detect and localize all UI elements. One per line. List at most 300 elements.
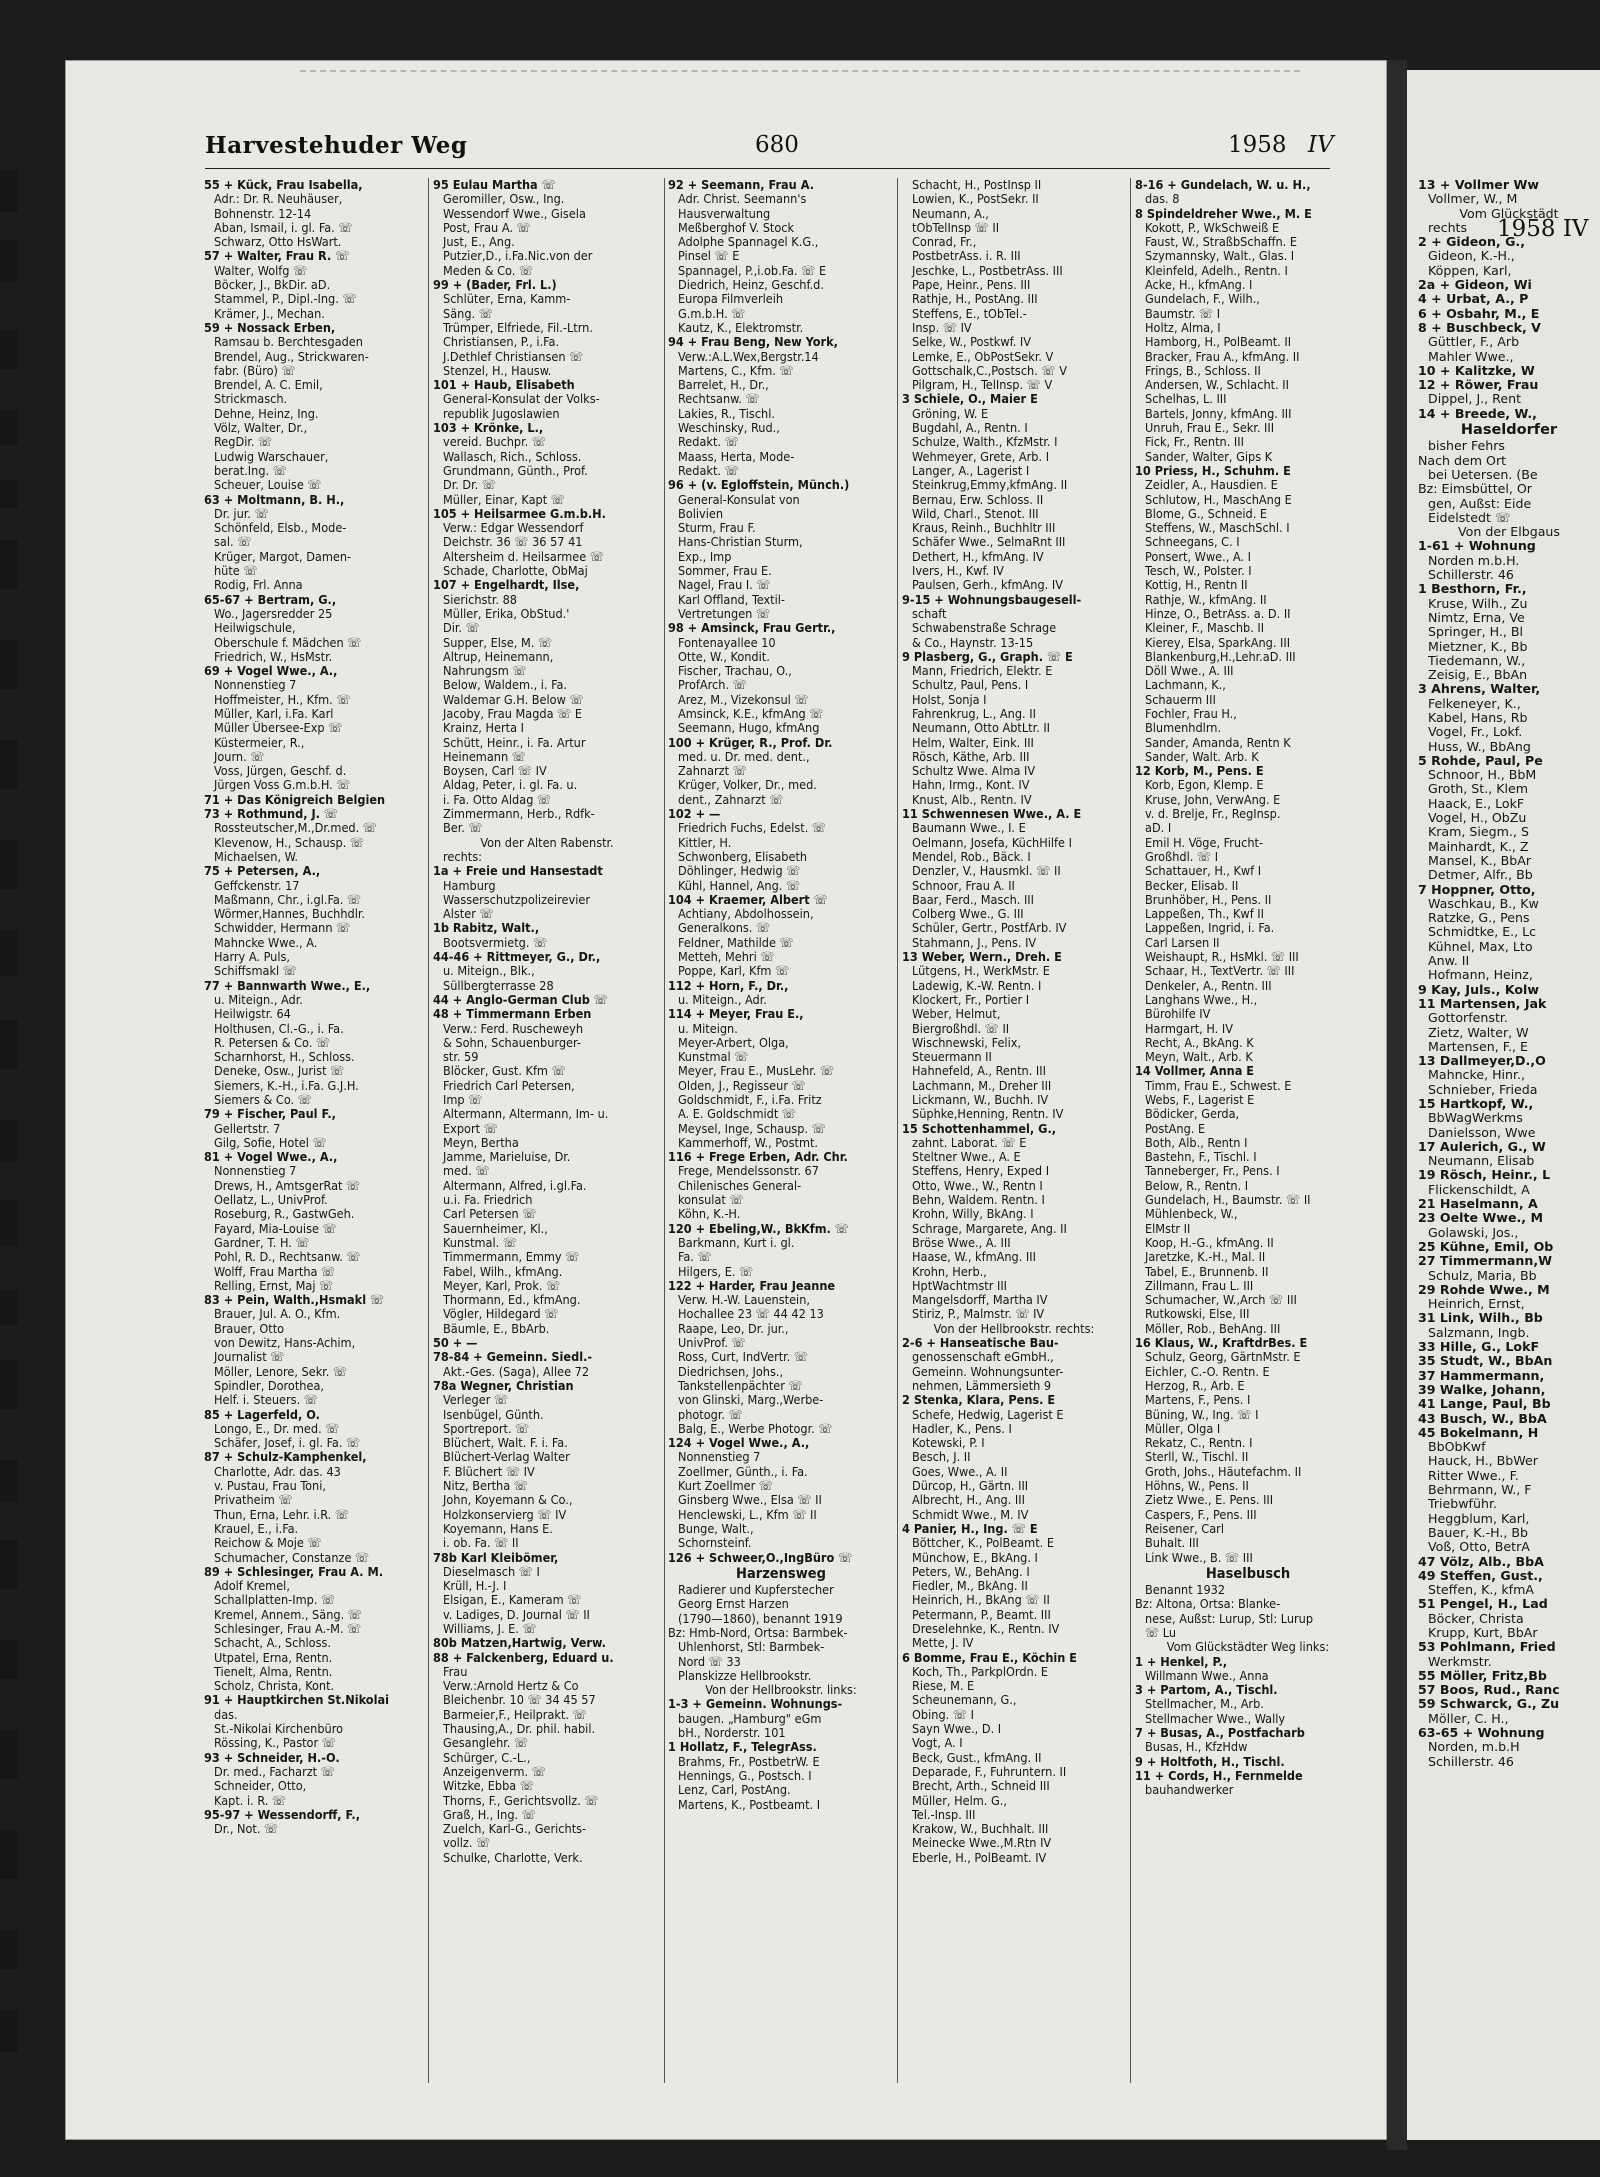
street-section-heading: Harzensweg	[736, 1566, 826, 1582]
entry-line: Stiriz, P., Malmstr. ☏ IV	[912, 1307, 1045, 1322]
entry-line: Kühl, Hannel, Ang. ☏	[678, 878, 801, 893]
entry-line: Colberg Wwe., G. III	[912, 907, 1024, 922]
entry-line: Thorns, F., Gerichtsvollz. ☏	[443, 1793, 599, 1808]
entry-line: F. Blüchert ☏ IV	[443, 1464, 535, 1479]
entry-line: nese, Außst: Lurup, Stl: Lurup	[1145, 1611, 1314, 1626]
entry-line: Frege, Mendelssonstr. 67	[678, 1164, 819, 1179]
entry-line: Steuermann II	[912, 1050, 992, 1065]
entry-line: Hochallee 23 ☏ 44 42 13	[678, 1307, 824, 1322]
entry-line: Schäfer, Josef, i. gl. Fa. ☏	[214, 1436, 361, 1451]
entry-line: Neumann, Elisab	[1428, 1153, 1535, 1169]
house-number-entry: 114 + Meyer, Frau E.,	[668, 1007, 804, 1022]
house-number-entry: 88 + Falckenberg, Eduard u.	[433, 1650, 614, 1665]
entry-line: Heilwigschule,	[214, 621, 296, 636]
entry-line: Bracker, Frau A., kfmAng. II	[1145, 349, 1300, 364]
entry-line: Below, R., Rentn. I	[1145, 1178, 1249, 1193]
house-number-entry: 2a + Gideon, Wi	[1418, 277, 1532, 293]
entry-line: Ramsau b. Berchtesgaden	[214, 335, 363, 350]
house-number-entry: 59 Schwarck, G., Zu	[1418, 1696, 1560, 1712]
entry-line: Schacht, H., PostInsp II	[912, 178, 1042, 192]
entry-line: Blüchert-Verlag Walter	[443, 1450, 570, 1465]
house-number-entry: 92 + Seemann, Frau A.	[668, 178, 814, 192]
entry-line: Münchow, E., BkAng. I	[912, 1550, 1038, 1565]
binding-edge	[0, 0, 18, 2177]
entry-line: Schallplatten-Imp. ☏	[214, 1593, 336, 1608]
entry-line: Höhns, W., Pens. II	[1145, 1479, 1249, 1494]
directory-column-3	[668, 178, 894, 1812]
house-number-entry: 91 + Hauptkirchen St.Nikolai	[204, 1693, 389, 1708]
entry-line: Lowien, K., PostSekr. II	[912, 192, 1039, 207]
entry-line: Pohl, R. D., Rechtsanw. ☏	[214, 1250, 361, 1265]
house-number-entry: 65-67 + Bertram, G.,	[204, 592, 337, 607]
entry-line: Thormann, Ed., kfmAng.	[443, 1293, 581, 1308]
house-number-entry: 126 + Schweer,O.,IngBüro ☏	[668, 1550, 853, 1565]
house-number-entry: 13 Weber, Wern., Dreh. E	[902, 950, 1062, 965]
entry-line: Caspers, F., Pens. III	[1145, 1507, 1257, 1522]
entry-line: Relling, Ernst, Maj ☏	[214, 1278, 334, 1293]
house-number-entry: 4 Panier, H., Ing. ☏ E	[902, 1521, 1038, 1536]
entry-line: Kühnel, Max, Lto	[1428, 938, 1533, 954]
entry-line: Fahrenkrug, L., Ang. II	[912, 706, 1036, 721]
entry-line: Planskizze Hellbrookstr.	[678, 1668, 812, 1683]
house-number-entry: 19 Rösch, Heinr., L	[1418, 1167, 1551, 1183]
entry-line: Verleger ☏	[443, 1393, 509, 1408]
entry-line: Emil H. Vöge, Frucht-	[1145, 835, 1264, 850]
entry-line: Schiffsmakl ☏	[214, 964, 297, 979]
entry-line: Danielsson, Wwe	[1428, 1124, 1536, 1140]
binding-mark	[0, 1020, 18, 1069]
entry-line: Nagel, Frau I. ☏	[678, 578, 771, 593]
entry-line: Möller, Rob., BehAng. III	[1145, 1321, 1281, 1336]
entry-line: bauhandwerker	[1145, 1783, 1234, 1798]
entry-line: Schauerm III	[1145, 692, 1216, 707]
entry-line: Mahler Wwe.,	[1428, 348, 1514, 364]
entry-line: Michaelsen, W.	[214, 849, 299, 864]
entry-line: Mahncke, Hinr.,	[1428, 1067, 1526, 1083]
entry-line: Großhdl. ☏ I	[1145, 849, 1219, 864]
entry-line: Isenbügel, Günth.	[443, 1407, 544, 1422]
entry-line: aD. I	[1145, 821, 1172, 836]
entry-line: Langer, A., Lagerist I	[912, 463, 1030, 478]
binding-mark	[0, 1830, 18, 1879]
entry-line: Kottig, H., Rentn II	[1145, 578, 1248, 593]
entry-line: Waldemar G.H. Below ☏	[443, 692, 584, 707]
entry-line: Bohnenstr. 12-14	[214, 206, 312, 221]
entry-line: Heinrich, Ernst,	[1428, 1296, 1525, 1312]
section-direction-note: Von der Alten Rabenstr.	[480, 835, 614, 850]
house-number-entry: 7 + Busas, A., Postfacharb	[1135, 1726, 1305, 1741]
entry-line: Bz: Altona, Ortsa: Blanke-	[1135, 1597, 1281, 1612]
house-number-entry: 63 + Moltmann, B. H.,	[204, 492, 345, 507]
entry-line: Klevenow, H., Schausp. ☏	[214, 835, 365, 850]
entry-line: Hilgers, E. ☏	[678, 1264, 754, 1279]
entry-line: Rechtsanw. ☏	[678, 392, 760, 407]
entry-line: Schneegans, C. I	[1145, 535, 1240, 550]
entry-line: Bastehn, F., Tischl. I	[1145, 1150, 1257, 1165]
entry-line: Behn, Waldem. Rentn. I	[912, 1193, 1045, 1208]
entry-line: Sander, Walter, Gips K	[1145, 449, 1273, 464]
binding-mark	[0, 330, 18, 369]
entry-line: Tel.-Insp. III	[912, 1807, 976, 1822]
house-number-entry: 3 Schiele, O., Maier E	[902, 392, 1038, 407]
entry-line: Redakt. ☏	[678, 463, 739, 478]
entry-line: Tienelt, Alma, Rentn.	[214, 1664, 333, 1679]
entry-line: Schäfer Wwe., SelmaRnt III	[912, 535, 1066, 550]
entry-line: Mann, Friedrich, Elektr. E	[912, 664, 1053, 679]
house-number-entry: 96 + (v. Egloffstein, Münch.)	[668, 478, 850, 493]
entry-line: Kruse, John, VerwAng. E	[1145, 792, 1281, 807]
entry-line: Schelhas, L. III	[1145, 392, 1227, 407]
entry-line: (1790—1860), benannt 1919	[678, 1611, 843, 1626]
entry-line: Koop, H.-G., kfmAng. II	[1145, 1235, 1274, 1250]
entry-line: Mette, J. IV	[912, 1636, 974, 1651]
entry-line: Tiedemann, W.,	[1428, 652, 1526, 668]
entry-line: Roseburg, R., GastwGeh.	[214, 1207, 355, 1222]
entry-line: Bz: Eimsbüttel, Or	[1418, 481, 1532, 497]
entry-line: Hamborg, H., PolBeamt. II	[1145, 335, 1292, 350]
entry-line: Maass, Herta, Mode-	[678, 449, 795, 464]
entry-line: Meßberghof V. Stock	[678, 220, 795, 235]
entry-line: Schmidt Wwe., M. IV	[912, 1507, 1029, 1522]
entry-line: Rutkowski, Else, III	[1145, 1307, 1250, 1322]
entry-line: Voß, Otto, BetrA	[1428, 1539, 1530, 1555]
entry-line: Norden m.b.H.	[1428, 552, 1520, 568]
entry-line: Paulsen, Gerh., kfmAng. IV	[912, 578, 1063, 593]
entry-line: Zillmann, Frau L. III	[1145, 1278, 1254, 1293]
entry-line: Springer, H., Bl	[1428, 624, 1523, 640]
entry-line: Adolf Kremel,	[214, 1579, 290, 1594]
entry-line: Fischer, Trachau, O.,	[678, 664, 792, 679]
entry-line: Döll Wwe., A. III	[1145, 664, 1234, 679]
entry-line: J.Dethlef Christiansen ☏	[443, 349, 584, 364]
entry-line: Weber, Helmut,	[912, 1007, 1001, 1022]
house-number-entry: 16 Klaus, W., KraftdrBes. E	[1135, 1336, 1308, 1351]
entry-line: Meinecke Wwe.,M.Rtn IV	[912, 1836, 1052, 1851]
entry-line: Scheuer, Louise ☏	[214, 478, 322, 493]
entry-line: Heinrich, H., BkAng ☏ II	[912, 1593, 1050, 1608]
column-separator	[897, 178, 898, 2083]
entry-line: Holthusen, Cl.-G., i. Fa.	[214, 1021, 344, 1036]
entry-line: Schwonberg, Elisabeth	[678, 849, 808, 864]
entry-line: Bauer, K.-H., Bb	[1428, 1524, 1528, 1540]
entry-line: Schnoor, H., BbM	[1428, 767, 1537, 783]
entry-line: Bürohilfe IV	[1145, 1007, 1211, 1022]
entry-line: Blöcker, Gust. Kfm ☏	[443, 1064, 566, 1079]
entry-line: Langhans Wwe., H.,	[1145, 992, 1258, 1007]
entry-line: Gundelach, F., Wilh.,	[1145, 292, 1260, 307]
entry-line: Müller, Olga I	[1145, 1421, 1221, 1436]
entry-line: bisher Fehrs	[1428, 438, 1505, 454]
directory-column-2	[433, 178, 661, 1865]
entry-line: Besch, J. II	[912, 1450, 971, 1465]
entry-line: Schulz, Georg, GärtnMstr. E	[1145, 1350, 1301, 1365]
entry-line: Schillerstr. 46	[1428, 567, 1514, 583]
entry-line: Carl Petersen ☏	[443, 1207, 537, 1222]
entry-line: Aban, Ismail, i. gl. Fa. ☏	[214, 220, 353, 235]
entry-line: Jamme, Marieluise, Dr.	[443, 1150, 571, 1165]
entry-line: Blome, G., Schneid. E	[1145, 506, 1268, 521]
entry-line: Hennings, G., Postsch. I	[678, 1768, 812, 1783]
house-number-entry: 73 + Rothmund, J. ☏	[204, 807, 339, 822]
entry-line: Klockert, Fr., Portier I	[912, 992, 1030, 1007]
entry-line: Rekatz, C., Rentn. I	[1145, 1436, 1253, 1451]
entry-line: Kleinfeld, Adelh., Rentn. I	[1145, 263, 1288, 278]
house-number-entry: 107 + Engelhardt, Ilse,	[433, 578, 580, 593]
entry-line: Rathje, W., kfmAng. II	[1145, 592, 1267, 607]
entry-line: Vögler, Hildegard ☏	[443, 1307, 559, 1322]
entry-line: Schulke, Charlotte, Verk.	[443, 1850, 583, 1865]
entry-line: u.i. Fa. Friedrich	[443, 1193, 533, 1208]
entry-line: Denkeler, A., Rentn. III	[1145, 978, 1272, 993]
directory-column-5	[1135, 178, 1361, 1798]
entry-line: Eberle, H., PolBeamt. IV	[912, 1850, 1047, 1865]
entry-line: Stellmacher, M., Arb.	[1145, 1697, 1264, 1712]
entry-line: Gundelach, H., Baumstr. ☏ II	[1145, 1193, 1311, 1208]
entry-line: Möller, Lenore, Sekr. ☏	[214, 1364, 348, 1379]
entry-line: Both, Alb., Rentn I	[1145, 1135, 1248, 1150]
house-number-entry: 83 + Pein, Walth.,Hsmakl ☏	[204, 1293, 385, 1308]
entry-line: Achtiany, Abdolhossein,	[678, 907, 814, 922]
entry-line: Dippel, J., Rent	[1428, 391, 1522, 407]
entry-line: Müller, Erika, ObStud.'	[443, 606, 570, 621]
entry-line: Thausing,A., Dr. phil. habil.	[443, 1722, 596, 1737]
entry-line: Scholz, Christa, Kont.	[214, 1679, 335, 1694]
entry-line: Lappeßen, Ingrid, i. Fa.	[1145, 921, 1275, 936]
entry-line: Schüler, Gertr., PostfArb. IV	[912, 921, 1067, 936]
house-number-entry: 2-6 + Hanseatische Bau-	[902, 1336, 1059, 1351]
entry-line: Timm, Frau E., Schwest. E	[1145, 1078, 1292, 1093]
entry-line: Koch, Th., ParkplOrdn. E	[912, 1664, 1049, 1679]
entry-line: Norden, m.b.H	[1428, 1739, 1520, 1755]
next-page-header: 1958 IV	[1497, 216, 1589, 242]
entry-line: Schumacher, Constanze ☏	[214, 1550, 370, 1565]
house-number-entry: 17 Aulerich, G., W	[1418, 1138, 1546, 1154]
entry-line: Groth, St., Klem	[1428, 781, 1529, 797]
entry-line: Tabel, E., Brunnenb. II	[1145, 1264, 1269, 1279]
entry-line: Verw.: Edgar Wessendorf	[443, 521, 584, 536]
entry-line: Haack, E., LokF	[1428, 795, 1525, 811]
next-page-column	[1418, 178, 1600, 1769]
house-number-entry: 1 Hollatz, F., TelegrAss.	[668, 1740, 817, 1755]
binding-mark	[0, 1930, 18, 1969]
entry-line: Krohn, Herb.,	[912, 1264, 987, 1279]
house-number-entry: 39 Walke, Johann,	[1418, 1381, 1546, 1397]
entry-line: St.-Nikolai Kirchenbüro	[214, 1722, 344, 1737]
entry-line: Elsigan, E., Kameram ☏	[443, 1593, 582, 1608]
entry-line: Deneke, Osw., Jurist ☏	[214, 1064, 345, 1079]
entry-line: Müller, Karl, i.Fa. Karl	[214, 706, 334, 721]
entry-line: Fa. ☏	[678, 1250, 712, 1265]
entry-line: Maßmann, Chr., i.gl.Fa. ☏	[214, 892, 362, 907]
house-number-entry: 2 + Gideon, G.,	[1418, 234, 1525, 250]
house-number-entry: 112 + Horn, F., Dr.,	[668, 978, 789, 993]
entry-line: Metteh, Mehri ☏	[678, 950, 775, 965]
entry-line: Schade, Charlotte, ObMaj	[443, 564, 588, 579]
house-number-entry: 100 + Krüger, R., Prof. Dr.	[668, 735, 833, 750]
house-number-entry: 50 + —	[433, 1336, 478, 1351]
entry-line: Beck, Gust., kfmAng. II	[912, 1750, 1042, 1765]
entry-line: Krohn, Willy, BkAng. I	[912, 1207, 1034, 1222]
entry-line: Groth, Johs., Häutefachm. II	[1145, 1464, 1302, 1479]
house-number-entry: 57 + Walter, Frau R. ☏	[204, 249, 350, 264]
house-number-entry: 35 Studt, W., BbAn	[1418, 1353, 1553, 1369]
entry-line: Lemke, E., ObPostSekr. V	[912, 349, 1054, 364]
house-number-entry: 59 + Nossack Erben,	[204, 320, 336, 335]
entry-line: Schulze, Walth., KfzMstr. I	[912, 435, 1058, 450]
entry-line: Christiansen, P., i.Fa.	[443, 335, 560, 350]
entry-line: Anw. II	[1428, 953, 1470, 969]
entry-line: Nahrungsm ☏	[443, 664, 527, 679]
entry-line: Köhn, K.-H.	[678, 1207, 741, 1222]
entry-line: PostbetrAss. i. R. III	[912, 249, 1021, 264]
entry-line: Below, Waldem., i. Fa.	[443, 678, 568, 693]
entry-line: Salzmann, Ingb.	[1428, 1324, 1530, 1340]
entry-line: Schlutow, H., MaschAng E	[1145, 492, 1292, 507]
house-number-entry: 3 + Partom, A., Tischl.	[1135, 1683, 1278, 1698]
entry-line: Voss, Jürgen, Geschf. d.	[214, 764, 347, 779]
entry-line: u. Miteign., Adr.	[214, 992, 303, 1007]
entry-line: Hausverwaltung	[678, 206, 771, 221]
entry-line: Otte, W., Kondit.	[678, 649, 770, 664]
entry-line: Schmidtke, E., Lc	[1428, 924, 1537, 940]
house-number-entry: 41 Lange, Paul, Bb	[1418, 1396, 1551, 1412]
entry-line: Brecht, Arth., Schneid III	[912, 1779, 1050, 1794]
entry-line: Ritter Wwe., F.	[1428, 1467, 1519, 1483]
entry-line: Döhlinger, Hedwig ☏	[678, 864, 801, 879]
entry-line: Brauer, Otto	[214, 1321, 285, 1336]
binding-mark	[0, 640, 18, 689]
entry-line: Deichstr. 36 ☏ 36 57 41	[443, 535, 583, 550]
entry-line: Otto, Wwe., W., Rentn I	[912, 1178, 1043, 1193]
entry-line: Kittler, H.	[678, 835, 732, 850]
house-number-entry: 9 Plasberg, G., Graph. ☏ E	[902, 649, 1073, 664]
section-direction-note: Von der Hellbrookstr. links:	[705, 1683, 857, 1698]
entry-line: HptWachtmstr III	[912, 1278, 1008, 1293]
entry-line: Möller, C. H.,	[1428, 1710, 1509, 1726]
house-number-entry: 51 Pengel, H., Lad	[1418, 1596, 1548, 1612]
entry-line: Post, Frau A. ☏	[443, 220, 531, 235]
entry-line: Fochler, Frau H.,	[1145, 706, 1237, 721]
entry-line: Gardner, T. H. ☏	[214, 1235, 310, 1250]
entry-line: Meysel, Inge, Schausp. ☏	[678, 1121, 826, 1136]
house-number-entry: 78b Karl Kleibömer,	[433, 1550, 559, 1565]
entry-line: Alster ☏	[443, 907, 494, 922]
binding-mark	[0, 1290, 18, 1325]
entry-line: Bäumle, E., BbArb.	[443, 1321, 550, 1336]
entry-line: Wischnewski, Felix,	[912, 1035, 1022, 1050]
entry-line: Gesanglehr. ☏	[443, 1736, 529, 1751]
entry-line: Golawski, Jos.,	[1428, 1224, 1519, 1240]
entry-line: Schefe, Hedwig, Lagerist E	[912, 1407, 1064, 1422]
entry-line: Krüger, Volker, Dr., med.	[678, 778, 817, 793]
house-number-entry: 9-15 + Wohnungsbaugesell-	[902, 592, 1082, 607]
entry-line: BbWagWerkms	[1428, 1110, 1523, 1126]
entry-line: Gellertstr. 7	[214, 1121, 281, 1136]
entry-line: Krainz, Herta I	[443, 721, 524, 736]
entry-line: Bugdahl, A., Rentn. I	[912, 421, 1028, 436]
entry-line: Brauer, Jul. A. O., Kfm.	[214, 1307, 341, 1322]
entry-line: Schulz, Maria, Bb	[1428, 1267, 1537, 1283]
entry-line: Altrup, Heinemann,	[443, 649, 554, 664]
house-number-entry: 25 Kühne, Emil, Ob	[1418, 1238, 1554, 1254]
house-number-entry: 43 Busch, W., BbA	[1418, 1410, 1547, 1426]
house-number-entry: 8 Spindeldreher Wwe., M. E	[1135, 206, 1312, 221]
entry-line: PostAng. E	[1145, 1121, 1206, 1136]
entry-line: Schürger, C.-L.,	[443, 1750, 531, 1765]
entry-line: Sturm, Frau F.	[678, 521, 756, 536]
entry-line: Kremel, Annem., Säng. ☏	[214, 1607, 362, 1622]
entry-line: Wo., Jagersredder 25	[214, 606, 333, 621]
entry-line: Denzler, V., Hausmkl. ☏ II	[912, 864, 1061, 879]
entry-line: Frau	[443, 1664, 468, 1679]
binding-mark	[0, 1120, 18, 1162]
entry-line: Baumstr. ☏ I	[1145, 306, 1221, 321]
entry-line: Sterll, W., Tischl. II	[1145, 1450, 1249, 1465]
entry-line: Bolivien	[678, 506, 724, 521]
entry-line: Henclewski, L., Kfm ☏ II	[678, 1507, 817, 1522]
entry-line: Steltner Wwe., A. E	[912, 1150, 1021, 1165]
entry-line: Lakies, R., Tischl.	[678, 406, 775, 421]
entry-line: Strickmasch.	[214, 392, 288, 407]
entry-line: Lütgens, H., WerkMstr. E	[912, 964, 1050, 979]
house-number-entry: 120 + Ebeling,W., BkKfm. ☏	[668, 1221, 849, 1236]
entry-line: photogr. ☏	[678, 1407, 743, 1422]
house-number-entry: 7 Hoppner, Otto,	[1418, 881, 1536, 897]
entry-line: Schaar, H., TextVertr. ☏ III	[1145, 964, 1295, 979]
entry-line: Bunge, Walt.,	[678, 1521, 754, 1536]
entry-line: Waschkau, B., Kw	[1428, 895, 1539, 911]
entry-line: Krauel, E., i.Fa.	[214, 1521, 299, 1536]
entry-line: Buhalt. III	[1145, 1536, 1199, 1551]
entry-line: Jacoby, Frau Magda ☏ E	[443, 706, 583, 721]
house-number-entry: 48 + Timmermann Erben	[433, 1007, 592, 1022]
entry-line: Petermann, P., Beamt. III	[912, 1607, 1051, 1622]
entry-line: Müller Übersee-Exp ☏	[214, 721, 343, 736]
entry-line: Georg Ernst Harzen	[678, 1597, 789, 1612]
binding-mark	[0, 930, 18, 976]
entry-line: Schrage, Margarete, Ang. II	[912, 1221, 1067, 1236]
entry-line: Verw.:A.L.Wex,Bergstr.14	[678, 349, 819, 364]
entry-line: Schattauer, H., Kwf I	[1145, 864, 1262, 879]
entry-line: Eichler, C.-O. Rentn. E	[1145, 1364, 1270, 1379]
entry-line: das.	[214, 1707, 238, 1722]
entry-line: Grundmann, Günth., Prof.	[443, 463, 588, 478]
house-number-entry: 105 + Heilsarmee G.m.b.H.	[433, 506, 606, 521]
house-number-entry: 78-84 + Gemeinn. Siedl.-	[433, 1350, 593, 1365]
binding-mark	[0, 480, 18, 508]
entry-line: Pape, Heinr., Pens. III	[912, 278, 1031, 293]
entry-line: Kleiner, F., Maschb. II	[1145, 621, 1265, 636]
entry-line: Tankstellenpächter ☏	[678, 1378, 803, 1393]
entry-line: Krakow, W., Buchhalt. III	[912, 1822, 1049, 1837]
entry-line: Heinemann ☏	[443, 749, 526, 764]
entry-line: Mühlenbeck, W.,	[1145, 1207, 1238, 1222]
entry-line: Drews, H., AmtsgerRat ☏	[214, 1178, 361, 1193]
house-number-entry: 1-61 + Wohnung	[1418, 538, 1536, 554]
entry-line: Lickmann, W., Buchh. IV	[912, 1093, 1049, 1107]
entry-line: Aldag, Peter, i. gl. Fa. u.	[443, 778, 578, 793]
entry-line: u. Miteign., Blk.,	[443, 964, 535, 979]
entry-line: Blumenhdlrn.	[1145, 721, 1222, 736]
entry-line: Böcker, Christa	[1428, 1610, 1524, 1626]
entry-line: Putzier,D., i.Fa.Nic.von der	[443, 249, 593, 264]
entry-line: Verw. H.-W. Lauenstein,	[678, 1293, 810, 1308]
house-number-entry: 77 + Bannwarth Wwe., E.,	[204, 978, 371, 993]
entry-line: Sayn Wwe., D. I	[912, 1722, 1002, 1737]
house-number-entry: 1 + Henkel, P.,	[1135, 1654, 1228, 1669]
entry-line: Schwabenstraße Schrage	[912, 621, 1057, 636]
house-number-entry: 15 Hartkopf, W.,	[1418, 1096, 1534, 1111]
